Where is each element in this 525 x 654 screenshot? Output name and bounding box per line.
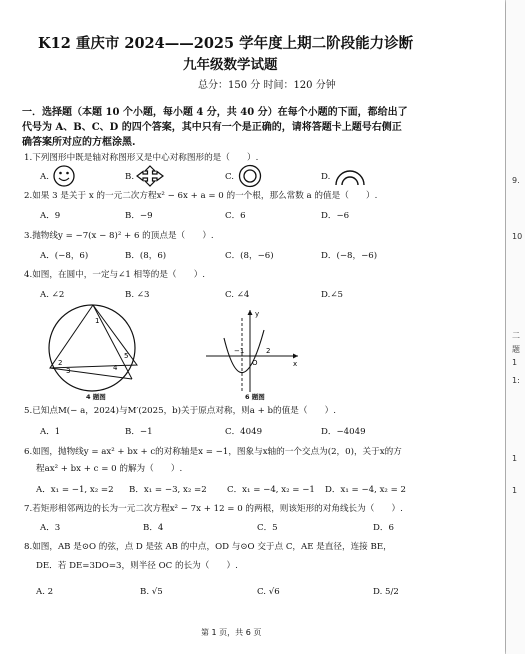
- q5-option-d: D．−4049: [321, 427, 366, 437]
- q3-option-a: A．(−8，6): [40, 251, 89, 261]
- q5-option-b: B．−1: [125, 427, 153, 437]
- fig6-caption: 6 题图: [245, 393, 265, 401]
- fig6-two-label: 2: [266, 347, 271, 355]
- question-8-stem: 8.如图，AB 是⊙O 的弦，点 D 是弦 AB 的中点，OD 与⊙O 交于点 C，AE 是直径，连接 BE，: [24, 542, 392, 552]
- q4-option-d: D.∠5: [321, 290, 343, 300]
- next-page-edge: [506, 0, 525, 654]
- q2-option-c: C．6: [225, 211, 246, 221]
- question-6-stem: 6.如图，抛物线y = ax² + bx + c的对称轴是x = −1，图象与x轴的一个交点为(2，0)，关于x的方: [24, 447, 402, 457]
- section-instructions-line1: 一．选择题（本题 10 个小题，每小题 4 分，共 40 分）在每个小题的下面，都给出了: [22, 107, 408, 118]
- q7-option-d: D．6: [373, 523, 394, 533]
- question-6-stem-cont: 程ax² + bx + c = 0 的解为（ ）.: [36, 464, 183, 474]
- q1-option-c: C.: [225, 172, 235, 182]
- fig6-y-label: y: [255, 310, 260, 318]
- arch-figure-icon: [334, 166, 366, 186]
- question-2-stem: 2.如果 3 是关于 x 的一元二次方程x² − 6x + a = 0 的一个根，那么常数 a 的值是（ ）.: [24, 191, 378, 201]
- fig4-label-5: 5: [124, 352, 129, 360]
- next-page-fragment: 9.: [512, 176, 520, 185]
- fig4-label-2: 2: [58, 359, 63, 367]
- question-5-stem: 5.已知点M(− a，2024)与M′(2025，b)关于原点对称，则a + b的值是（ ）.: [24, 406, 336, 416]
- q3-option-b: B．(8，6): [125, 251, 167, 261]
- fig4-label-3: 3: [66, 367, 71, 375]
- section-instructions-line2: 代号为 A、B、C、D 的四个答案，其中只有一个是正确的，请将答题卡上题号右侧正: [22, 122, 402, 133]
- next-page-fragment: 1: [512, 454, 518, 463]
- q7-option-c: C．5: [257, 523, 278, 533]
- q6-option-d: D．x₁ = −4, x₂ = 2: [325, 485, 406, 495]
- q8-option-c: C. √6: [257, 587, 280, 597]
- q6-option-c: C．x₁ = −4, x₂ = −1: [227, 485, 315, 495]
- q1-option-b: B.: [125, 172, 135, 182]
- q2-option-a: A．9: [40, 211, 61, 221]
- q1-option-d: D.: [321, 172, 331, 182]
- section-instructions-line3: 确答案所对应的方框涂黑.: [22, 137, 136, 148]
- question-8-stem-cont: DE．若 DE=3DO=3，则半径 OC 的长为（ ）.: [36, 561, 238, 571]
- question-1-stem: 1.下列图形中既是轴对称图形又是中心对称图形的是（ ）.: [24, 153, 259, 163]
- next-page-fragment: 1:: [512, 376, 520, 385]
- q8-option-d: D. 5/2: [373, 587, 399, 597]
- q8-option-b: B. √5: [140, 587, 163, 597]
- parabola-figure: [206, 306, 306, 394]
- q4-option-a: A. ∠2: [40, 290, 65, 300]
- fig6-neg1-label: −1: [234, 347, 245, 355]
- fig4-caption: 4 题图: [86, 393, 106, 401]
- fig6-origin-label: O: [252, 359, 258, 367]
- next-page-fragment: 10: [512, 232, 523, 241]
- next-page-fragment: 题: [512, 345, 520, 354]
- fig4-label-4: 4: [113, 364, 118, 372]
- arrow-cross-figure-icon: [136, 165, 164, 187]
- q8-option-a: A. 2: [36, 587, 54, 597]
- q2-option-d: D．−6: [321, 211, 350, 221]
- next-page-fragment: 1: [512, 486, 518, 495]
- q7-option-a: A．3: [40, 523, 61, 533]
- smiley-figure-icon: [53, 165, 75, 187]
- question-4-stem: 4.如图，在圆中，一定与∠1 相等的是（ ）.: [24, 270, 206, 280]
- exam-subtitle: 九年级数学试题: [183, 57, 278, 73]
- exam-info: 总分：150 分 时间：120 分钟: [198, 80, 336, 91]
- exam-title: K12 重庆市 2024——2025 学年度上期二阶段能力诊断: [38, 35, 414, 52]
- q7-option-b: B．4: [143, 523, 164, 533]
- page-footer: 第 1 页，共 6 页: [201, 628, 262, 637]
- q6-option-a: A．x₁ = −1, x₂ =2: [36, 485, 114, 495]
- q5-option-a: A．1: [40, 427, 61, 437]
- next-page-fragment: 二: [512, 331, 520, 340]
- q4-option-c: C. ∠4: [225, 290, 250, 300]
- q2-option-b: B．−9: [125, 211, 153, 221]
- next-page-fragment: 1: [512, 358, 518, 367]
- q3-option-d: D．(−8，−6): [321, 251, 378, 261]
- concentric-circles-figure-icon: [238, 164, 262, 188]
- q3-option-c: C．(8，−6): [225, 251, 274, 261]
- fig6-x-label: x: [293, 360, 298, 368]
- question-7-stem: 7.若矩形相邻两边的长为一元二次方程x² − 7x + 12 = 0 的两根，则该矩形的对角线长为（ ）.: [24, 504, 403, 514]
- q5-option-c: C．4049: [225, 427, 263, 437]
- circle-angles-figure: [36, 303, 148, 393]
- question-3-stem: 3.抛物线y = −7(x − 8)² + 6 的顶点是（ ）.: [24, 231, 214, 241]
- q4-option-b: B. ∠3: [125, 290, 150, 300]
- q1-option-a: A.: [40, 172, 49, 182]
- q6-option-b: B．x₁ = −3, x₂ =2: [129, 485, 207, 495]
- fig4-label-1: 1: [95, 317, 100, 325]
